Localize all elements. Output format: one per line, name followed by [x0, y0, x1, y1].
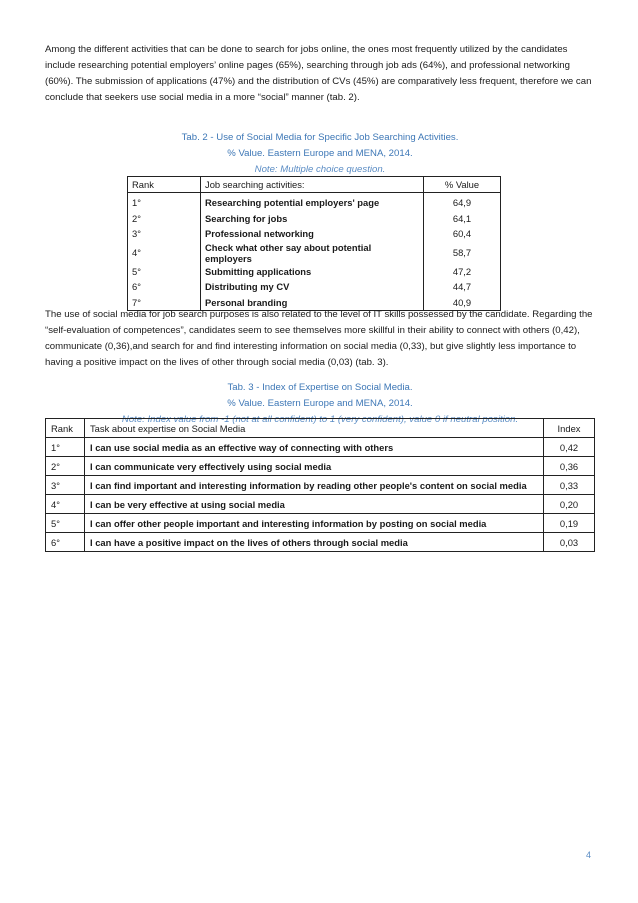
row-activity: Personal branding: [201, 295, 424, 311]
row-rank: 3°: [128, 226, 201, 242]
row-value: 64,9: [424, 193, 501, 211]
table3-subtitle: % Value. Eastern Europe and MENA, 2014.: [227, 398, 413, 409]
row-rank: 1°: [46, 438, 85, 457]
table-row: [46, 514, 595, 533]
table-row: [128, 264, 501, 280]
row-task: I can be very effective at using social media: [85, 495, 544, 514]
row-rank: 2°: [128, 211, 201, 227]
page-number: 4: [586, 850, 592, 860]
row-value: 47,2: [424, 264, 501, 280]
table-row: [46, 495, 595, 514]
row-rank: 2°: [46, 457, 85, 476]
table-row: [46, 476, 595, 495]
header-task: Task about expertise on Social Media: [85, 419, 544, 438]
header-activity: Job searching activities:: [201, 177, 424, 193]
row-rank: 6°: [46, 533, 85, 552]
row-value: 58,7: [424, 242, 501, 264]
header-index: Index: [544, 419, 595, 438]
row-activity: Distributing my CV: [201, 279, 424, 295]
row-rank: 5°: [46, 514, 85, 533]
row-activity: Submitting applications: [201, 264, 424, 280]
table-row: [128, 226, 501, 242]
table-row: [128, 279, 501, 295]
row-rank: 5°: [128, 264, 201, 280]
row-index: 0,33: [544, 476, 595, 495]
row-rank: 6°: [128, 279, 201, 295]
header-rank: Rank: [128, 177, 201, 193]
row-index: 0,19: [544, 514, 595, 533]
row-rank: 1°: [128, 193, 201, 211]
row-activity: Check what other say about potential employers: [201, 242, 424, 264]
header-rank: Rank: [46, 419, 85, 438]
row-task: I can use social media as an effective way of connecting with others: [85, 438, 544, 457]
row-task: I can have a positive impact on the lives of others through social media: [85, 533, 544, 552]
row-value: 44,7: [424, 279, 501, 295]
row-rank: 4°: [128, 242, 201, 264]
social-media-expertise-table: [45, 418, 595, 552]
table-row: [128, 242, 501, 264]
table-row: [46, 457, 595, 476]
table-row: [128, 193, 501, 211]
job-search-activities-table: [127, 176, 501, 311]
row-rank: 3°: [46, 476, 85, 495]
expertise-paragraph: The use of social media for job search purposes is also related to the level of IT skills possessed by the candidate. Regarding the “self-evaluation of competences”, candidates seem to see themselves more skillful in their ability to connect with others (0,42), communicate (0,36),and search for and find interesting information on social media (0,33), but give slightly less importance to having a positive impact on the lives of other through social media (0,03) (tab. 3).: [45, 309, 593, 368]
row-index: 0,36: [544, 457, 595, 476]
row-rank: 4°: [46, 495, 85, 514]
row-activity: Professional networking: [201, 226, 424, 242]
row-activity: Researching potential employers' page: [201, 193, 424, 211]
intro-paragraph: Among the different activities that can be done to search for jobs online, the ones most frequently utilized by the candidates include researching potential employers’ online pages (65%), searching through job ads (64%), and professional networking (60%). The submission of applications (47%) and the distribution of CVs (45%) are comparatively less frequent, therefore we can conclude that seekers use social media in a more “social” manner (tab. 2).: [45, 44, 592, 103]
row-value: 60,4: [424, 226, 501, 242]
table3-note: Note: Index value from -1 (not at all confident) to 1 (very confident), value 0 if neutral position.: [121, 414, 519, 425]
row-task: I can offer other people important and interesting information by posting on social media: [85, 514, 544, 533]
table-header-row: [128, 177, 501, 193]
table-row: [128, 211, 501, 227]
table-row: [46, 533, 595, 552]
row-rank: 7°: [128, 295, 201, 311]
table2-subtitle: % Value. Eastern Europe and MENA, 2014.: [227, 148, 413, 159]
table3-title: Tab. 3 - Index of Expertise on Social Media.: [227, 382, 413, 393]
table2-title: Tab. 2 - Use of Social Media for Specific Job Searching Activities.: [181, 132, 459, 143]
table-row: [46, 438, 595, 457]
header-value: % Value: [424, 177, 501, 193]
row-index: 0,42: [544, 438, 595, 457]
row-activity: Searching for jobs: [201, 211, 424, 227]
table2-note: Note: Multiple choice question.: [254, 164, 386, 175]
row-index: 0,20: [544, 495, 595, 514]
row-value: 40,9: [424, 295, 501, 311]
table2-caption: [45, 130, 595, 178]
row-value: 64,1: [424, 211, 501, 227]
table-header-row: [46, 419, 595, 438]
row-task: I can communicate very effectively using social media: [85, 457, 544, 476]
row-index: 0,03: [544, 533, 595, 552]
row-task: I can find important and interesting information by reading other people's content on social media: [85, 476, 544, 495]
